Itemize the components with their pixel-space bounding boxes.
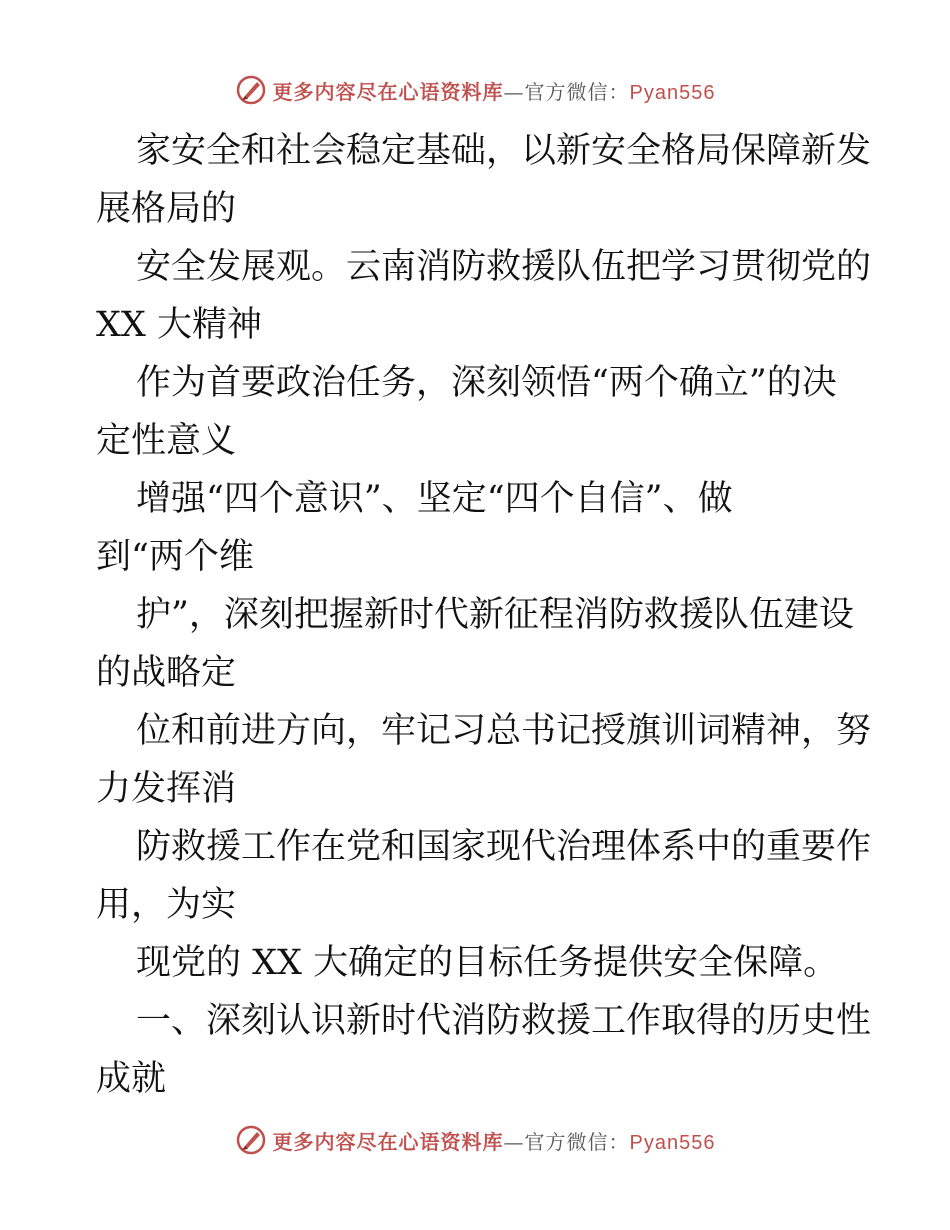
banner-text (273, 1126, 716, 1155)
banner-official-text: —官方微信： (503, 1129, 630, 1154)
body-line: 家安全和社会稳定基础，以新安全格局保障新发 (136, 131, 872, 171)
banner-site-text: 更多内容尽在心语资料库 (272, 1129, 504, 1154)
body-line: 力发挥消 (96, 769, 237, 809)
body-line: XX 大精神 (96, 305, 262, 345)
quill-pen-logo-icon (235, 1124, 267, 1156)
body-line: 安全发展观。云南消防救援队伍把学习贯彻党的 (136, 247, 872, 287)
section-heading-line: 成就 (96, 1059, 167, 1099)
body-line: 用，为实 (96, 885, 237, 925)
banner-text (273, 76, 716, 105)
footer-banner (0, 1120, 950, 1160)
body-line: 的战略定 (96, 653, 237, 693)
header-banner (0, 70, 950, 110)
banner-official-text: —官方微信： (503, 79, 630, 104)
banner-wechat-id: Pyan556 (629, 81, 716, 104)
body-line: 到“两个维 (96, 537, 254, 577)
section-heading-line: 一、深刻认识新时代消防救援工作取得的历史性 (136, 1001, 872, 1041)
body-line: 位和前进方向，牢记习总书记授旗训词精神，努 (136, 711, 872, 751)
body-line: 展格局的 (96, 189, 237, 229)
body-line: 护”，深刻把握新时代新征程消防救援队伍建设 (136, 595, 854, 635)
body-line: 防救援工作在党和国家现代治理体系中的重要作 (136, 827, 872, 867)
banner-wechat-id: Pyan556 (629, 1131, 716, 1154)
quill-pen-logo-icon (235, 74, 267, 106)
body-line: 现党的 XX 大确定的目标任务提供安全保障。 (136, 943, 839, 983)
body-line: 定性意义 (96, 421, 237, 461)
banner-site-text: 更多内容尽在心语资料库 (272, 79, 504, 104)
body-line: 作为首要政治任务，深刻领悟“两个确立”的决 (136, 363, 837, 403)
document-body (96, 122, 872, 1108)
body-line: 增强“四个意识”、坚定“四个自信”、做 (136, 479, 733, 519)
